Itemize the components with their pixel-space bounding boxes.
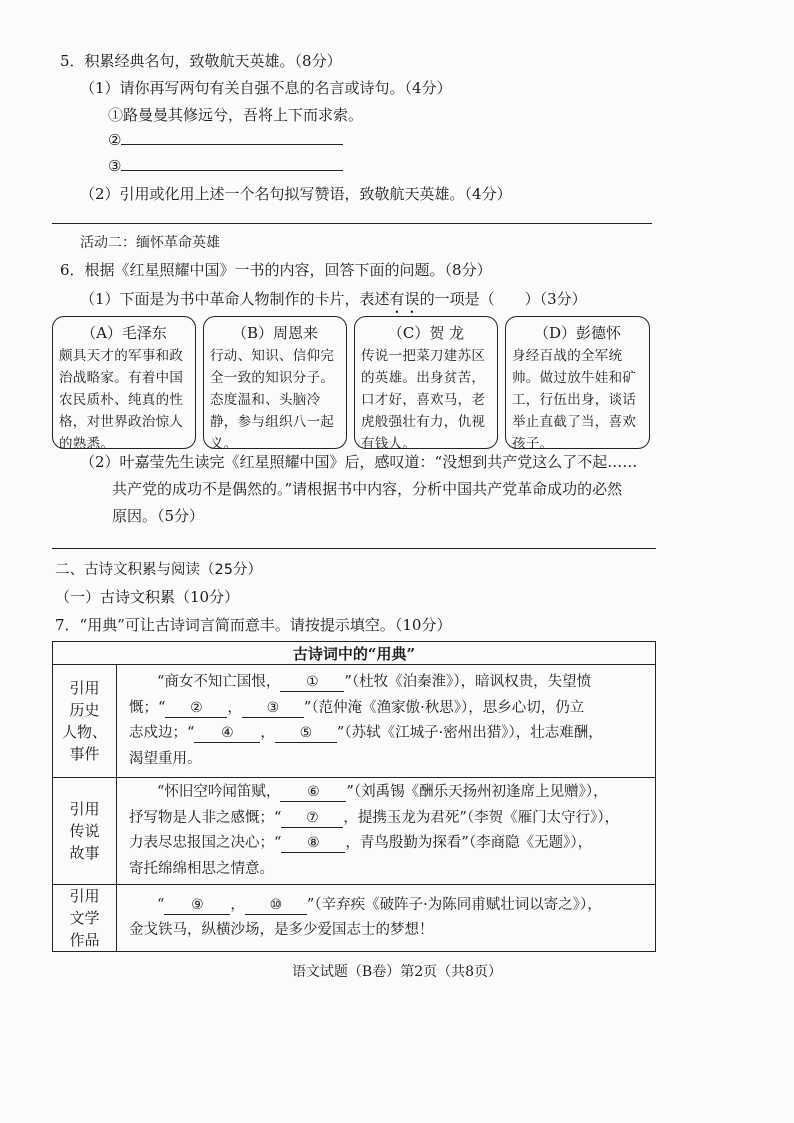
page-footer: 语文试题（B卷）第2页（共8页） (291, 964, 503, 980)
blank-7[interactable] (281, 809, 343, 828)
row2-cat-line: 引用 (69, 800, 100, 818)
q5-item2-blank[interactable] (121, 130, 343, 145)
card-a (52, 316, 196, 452)
row2-seg: 力表尽忠报国之决心；“ (129, 835, 282, 851)
blank-4[interactable] (194, 724, 260, 743)
blank-5[interactable] (275, 724, 337, 743)
q6-sub1-emphasis: 有误 (389, 290, 420, 308)
row2-cat-line: 传说 (69, 822, 100, 840)
blank-8[interactable] (281, 834, 345, 853)
row2-cat-line: 故事 (69, 844, 100, 862)
row1-seg: “商女不知亡国恨， (157, 674, 281, 690)
row3-category (53, 885, 117, 952)
table-header-row (53, 642, 656, 665)
row1-seg: 慨；“ (129, 699, 166, 716)
card-c-title: （C）贺 龙 (387, 324, 465, 342)
row2-seg: ，提携玉龙为君死”（李贺《雁门太守行》）， (343, 809, 620, 826)
row2-text (117, 778, 656, 885)
section2-part1: （一）古诗文积累（10分） (55, 588, 240, 606)
table-row (53, 778, 656, 885)
q7-title: 7．“用典”可让古诗词言简而意丰。请按提示填空。（10分） (55, 616, 452, 634)
row3-seg: ， (230, 896, 245, 913)
q5-item2 (108, 130, 343, 149)
activity2-heading: 活动二：缅怀革命英雄 (80, 235, 220, 251)
blank-2[interactable] (165, 699, 227, 718)
row3-cat-line: 文学 (69, 909, 100, 927)
blank-2-number: ② (190, 699, 203, 716)
blank-6-number: ⑥ (307, 784, 320, 800)
row2-category (53, 778, 117, 885)
section2-title: 二、古诗文积累与阅读（25分） (55, 562, 262, 578)
row1-seg: ， (227, 699, 242, 716)
divider-line (52, 223, 652, 224)
row1-seg: ”（范仲淹《渔家傲·秋思》），思乡心切，仍立 (303, 699, 585, 716)
blank-4-number: ④ (221, 725, 234, 741)
row1-cat-line: 事件 (69, 745, 100, 763)
row1-category (53, 665, 117, 778)
q5-item3-label: ③ (108, 157, 122, 175)
card-d-title: （D）彭德怀 (533, 324, 622, 342)
table-row (53, 665, 656, 778)
row1-cat-line: 历史 (69, 701, 100, 719)
blank-6[interactable] (280, 783, 346, 802)
row1-seg: 渴望重用。 (129, 750, 202, 767)
q6-sub2-line2: 共产党的成功不是偶然的。”请根据书中内容，分析中国共产党革命成功的必然 (112, 480, 623, 498)
q6-sub2-line3: 原因。（5分） (112, 507, 205, 525)
card-c-body: 传说一把菜刀建苏区的英雄。出身贫苦，口才好，喜欢马，老虎般强壮有力，仇视有钱人。 (361, 348, 486, 452)
q6-title: 6．根据《红星照耀中国》一书的内容，回答下面的问题。（8分） (60, 261, 492, 279)
q5-sub1: （1）请你再写两句有关自强不息的名言或诗句。（4分） (80, 79, 452, 97)
row2-seg: “怀旧空吟闻笛赋， (157, 784, 281, 800)
row1-seg: ”（杜牧《泊秦淮》），暗讽权贵，失望愤 (344, 674, 592, 690)
q5-item3-blank[interactable] (121, 156, 343, 171)
blank-7-number: ⑦ (306, 809, 319, 826)
q6-sub1-pre: （1）下面是为书中革命人物制作的卡片，表述 (80, 290, 390, 308)
row3-seg: ”（辛弃疾《破阵子·为陈同甫赋壮词以寄之》）， (306, 896, 602, 913)
q5-sub2: （2）引用或化用上述一个名句拟写赞语，致敬航天英雄。（4分） (80, 185, 512, 203)
blank-5-number: ⑤ (299, 725, 313, 741)
row3-cat-line: 作品 (69, 931, 100, 949)
table-header: 古诗词中的“用典” (53, 642, 656, 665)
blank-3[interactable] (242, 699, 304, 718)
table-row (53, 885, 656, 952)
row1-text (117, 665, 656, 778)
q6-sub1-post: 的一项是（ ）（3分） (419, 290, 587, 308)
blank-9[interactable] (164, 896, 230, 915)
blank-10-number: ⑩ (269, 896, 283, 913)
card-c (354, 316, 498, 452)
row3-seg: “ (157, 896, 165, 913)
allusion-table (52, 641, 656, 952)
row1-seg: ”（苏轼《江城子·密州出猎》），壮志难酬， (336, 725, 603, 741)
card-d-body: 身经百战的全军统帅。做过放牛娃和矿工，行伍出身，谈话举止直截了当，喜欢孩子。 (512, 348, 637, 452)
row2-seg: 寄托绵绵相思之情意。 (129, 860, 274, 877)
q5-item1: ①路曼曼其修远兮，吾将上下而求索。 (108, 106, 364, 124)
row3-seg: 金戈铁马，纵横沙场，是多少爱国志士的梦想！ (129, 922, 434, 938)
card-b-body: 行动、知识、信仰完全一致的知识分子。态度温和、头脑冷静，参与组织八一起义。 (210, 348, 335, 452)
q6-sub2-line1: （2）叶嘉莹先生读完《红星照耀中国》后，感叹道：“没想到共产党这么了不起…… (80, 453, 638, 471)
card-d (505, 316, 650, 452)
blank-9-number: ⑨ (191, 896, 204, 913)
row2-seg: ”（刘禹锡《酬乐天扬州初逢席上见赠》）， (346, 784, 608, 800)
row2-seg: 抒写物是人非之感慨；“ (129, 809, 282, 826)
blank-3-number: ③ (266, 699, 280, 716)
q5-title: 5．积累经典名句，致敬航天英雄。（8分） (60, 52, 342, 70)
blank-1-number: ① (306, 674, 319, 690)
q6-sub1 (80, 288, 587, 317)
row2-seg: ，青鸟殷勤为探看”（李商隐《无题》）， (345, 835, 593, 851)
divider-line (52, 548, 656, 549)
blank-10[interactable] (245, 896, 307, 915)
card-a-body: 颇具天才的军事和政治战略家。有着中国农民质朴、纯真的性格，对世界政治惊人的熟悉。 (59, 348, 184, 452)
q5-item2-label: ② (108, 131, 122, 149)
card-b-title: （B）周恩来 (231, 324, 319, 342)
row1-cat-line: 人物、 (61, 723, 107, 741)
row3-cat-line: 引用 (69, 887, 100, 905)
card-b (203, 316, 347, 452)
row1-seg: ， (260, 725, 275, 741)
row3-text (117, 885, 656, 952)
q5-item3 (108, 156, 343, 175)
blank-1[interactable] (280, 673, 344, 692)
row1-cat-line: 引用 (69, 679, 100, 697)
row1-seg: 志戍边；“ (129, 725, 195, 741)
card-a-title: （A）毛泽东 (81, 324, 167, 342)
blank-8-number: ⑧ (307, 835, 320, 851)
